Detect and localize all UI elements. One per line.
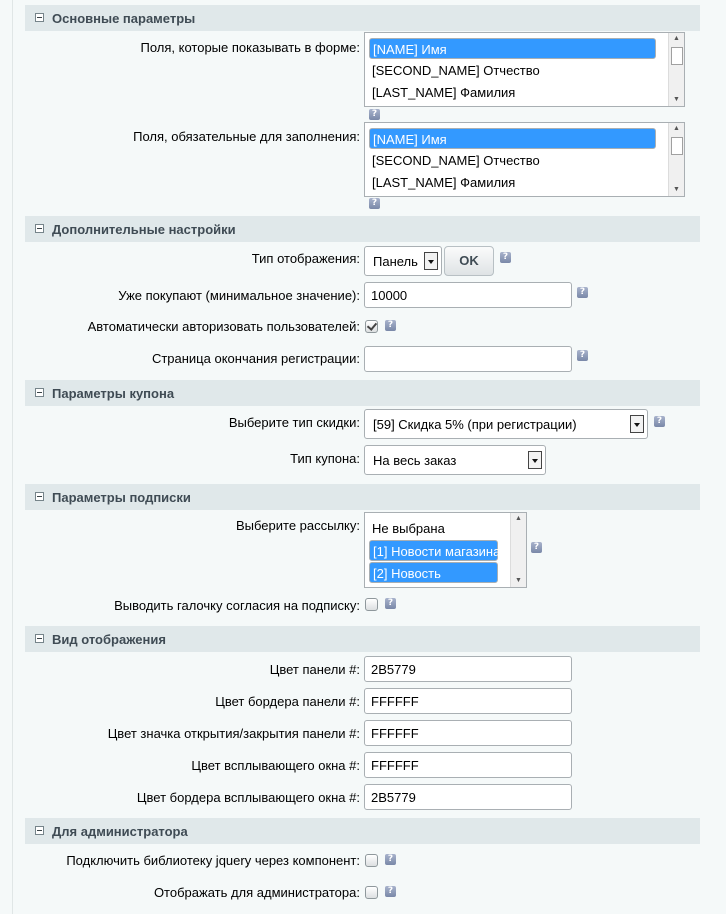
section-basic-header[interactable] (25, 5, 700, 31)
jquery-checkbox[interactable] (365, 854, 378, 867)
list-option[interactable]: Не выбрана (372, 521, 445, 536)
panel-color-input[interactable]: 2B5779 (364, 656, 572, 682)
display-type-select[interactable] (364, 246, 442, 276)
scroll-up-icon[interactable]: ▲ (673, 125, 680, 132)
scroll-down-icon[interactable]: ▼ (673, 186, 680, 193)
collapse-icon[interactable] (35, 388, 44, 397)
end-page-input[interactable] (364, 346, 572, 372)
auto-auth-checkbox[interactable] (365, 320, 378, 333)
discount-type-select[interactable] (364, 409, 648, 439)
list-option[interactable]: [LAST_NAME] Фамилия (372, 175, 516, 190)
ok-button[interactable]: OK (444, 246, 494, 276)
list-option[interactable]: [NAME] Имя (369, 38, 656, 59)
help-icon[interactable]: ? (385, 320, 396, 331)
section-extra-header[interactable] (25, 216, 700, 242)
show-fields-label: Поля, которые показывать в форме: (140, 40, 360, 55)
show-admin-label: Отображать для администратора: (153, 885, 360, 900)
end-page-label: Страница окончания регистрации: (151, 351, 360, 366)
help-icon[interactable]: ? (500, 252, 511, 263)
popup-border-input[interactable]: 2B5779 (364, 784, 572, 810)
select-value: Панель (373, 254, 418, 269)
select-value: На весь заказ (373, 453, 457, 468)
list-option[interactable]: [SECOND_NAME] Отчество (372, 63, 540, 78)
help-icon[interactable]: ? (369, 109, 380, 120)
min-buyers-label: Уже покупают (минимальное значение): (118, 288, 360, 303)
section-title: Дополнительные настройки (52, 222, 236, 237)
help-icon[interactable]: ? (385, 598, 396, 609)
help-icon[interactable]: ? (385, 886, 396, 897)
mailing-listbox[interactable] (364, 512, 527, 588)
help-icon[interactable]: ? (531, 542, 542, 553)
coupon-type-select[interactable] (364, 445, 546, 475)
help-icon[interactable]: ? (654, 416, 665, 427)
chevron-down-icon[interactable] (528, 451, 542, 469)
scroll-up-icon[interactable]: ▲ (673, 35, 680, 42)
required-fields-listbox[interactable] (364, 122, 685, 197)
chevron-down-icon[interactable] (630, 415, 644, 433)
section-title: Параметры подписки (52, 490, 191, 505)
section-title: Для администратора (52, 824, 188, 839)
list-option[interactable]: [LAST_NAME] Фамилия (372, 85, 516, 100)
scroll-down-icon[interactable]: ▼ (673, 96, 680, 103)
panel-border-input[interactable]: FFFFFF (364, 688, 572, 714)
toggle-icon-color-label: Цвет значка открытия/закрытия панели #: (107, 726, 360, 741)
panel-border-label: Цвет бордера панели #: (215, 694, 360, 709)
help-icon[interactable]: ? (385, 854, 396, 865)
panel-color-label: Цвет панели #: (269, 662, 360, 677)
section-title: Вид отображения (52, 632, 166, 647)
subscribe-agree-label: Выводить галочку согласия на подписку: (114, 598, 360, 613)
show-fields-listbox[interactable] (364, 32, 685, 107)
chevron-down-icon[interactable] (424, 252, 438, 270)
collapse-icon[interactable] (35, 826, 44, 835)
subscribe-agree-checkbox[interactable] (365, 598, 378, 611)
help-icon[interactable]: ? (369, 198, 380, 209)
jquery-label: Подключить библиотеку jquery через компонент: (66, 853, 360, 868)
section-title: Основные параметры (52, 11, 196, 26)
coupon-type-label: Тип купона: (290, 451, 360, 466)
section-subscribe-header[interactable] (25, 484, 700, 510)
auto-auth-label: Автоматически авторизовать пользователей: (87, 319, 360, 334)
scroll-thumb[interactable] (671, 47, 683, 65)
help-icon[interactable]: ? (577, 350, 588, 361)
toggle-icon-color-input[interactable]: FFFFFF (364, 720, 572, 746)
listbox-scrollbar[interactable] (668, 33, 684, 106)
popup-color-label: Цвет всплывающего окна #: (191, 758, 360, 773)
list-option[interactable]: [1] Новости магазина (369, 540, 498, 561)
min-buyers-input[interactable]: 10000 (364, 282, 572, 308)
list-option[interactable]: [2] Новость (369, 562, 498, 583)
collapse-icon[interactable] (35, 224, 44, 233)
popup-border-label: Цвет бордера всплывающего окна #: (136, 790, 360, 805)
mailing-label: Выберите рассылку: (235, 518, 360, 533)
show-admin-checkbox[interactable] (365, 886, 378, 899)
collapse-icon[interactable] (35, 492, 44, 501)
collapse-icon[interactable] (35, 13, 44, 22)
section-admin-header[interactable] (25, 818, 700, 844)
list-option[interactable]: [NAME] Имя (369, 128, 656, 149)
scroll-up-icon[interactable]: ▲ (515, 515, 522, 522)
scroll-thumb[interactable] (671, 137, 683, 155)
collapse-icon[interactable] (35, 634, 44, 643)
list-option[interactable]: [SECOND_NAME] Отчество (372, 153, 540, 168)
section-coupon-header[interactable] (25, 380, 700, 406)
popup-color-input[interactable]: FFFFFF (364, 752, 572, 778)
display-type-label: Тип отображения: (251, 251, 360, 266)
scroll-down-icon[interactable]: ▼ (515, 577, 522, 584)
discount-type-label: Выберите тип скидки: (228, 415, 360, 430)
listbox-scrollbar[interactable] (668, 123, 684, 196)
select-value: [59] Скидка 5% (при регистрации) (373, 417, 577, 432)
section-view-header[interactable] (25, 626, 700, 652)
required-fields-label: Поля, обязательные для заполнения: (133, 129, 360, 144)
section-title: Параметры купона (52, 386, 175, 401)
help-icon[interactable]: ? (577, 287, 588, 298)
listbox-scrollbar[interactable] (510, 513, 526, 587)
